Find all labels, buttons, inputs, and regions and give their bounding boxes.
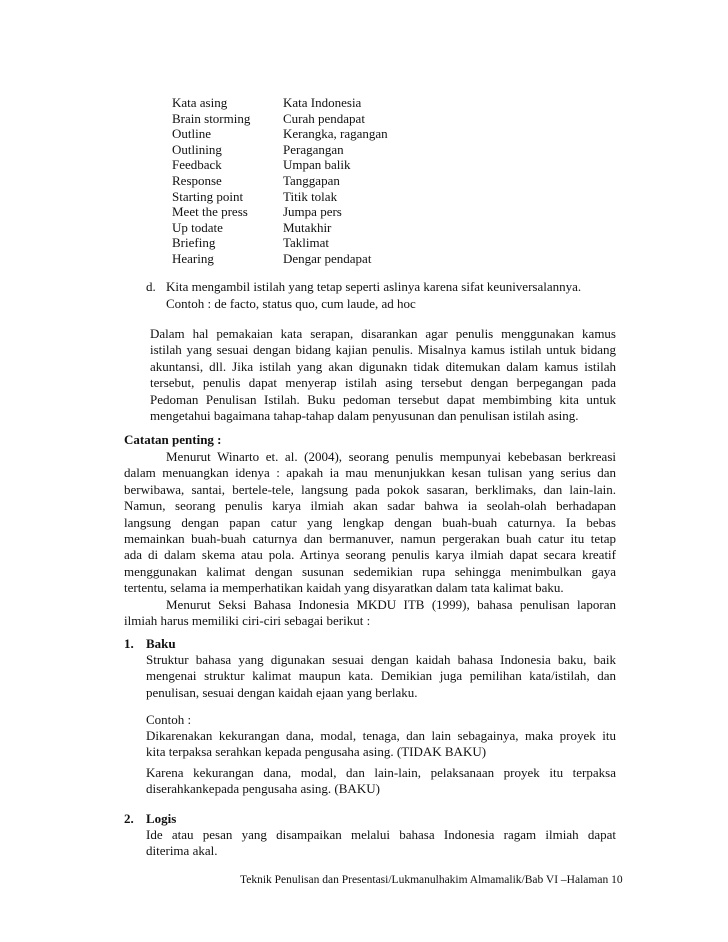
paragraph-line: diterima akal. (146, 843, 218, 859)
term-row (172, 126, 483, 142)
paragraph-line: mengenai struktur kalimat maupun kata. Demikian juga pemilihan kata/istilah, dan (146, 668, 616, 684)
paragraph-line: Struktur bahasa yang digunakan sesuai dengan kaidah bahasa Indonesia baku, baik (146, 652, 616, 667)
paragraph-line: Ide atau pesan yang disampaikan melalui bahasa Indonesia ragam ilmiah dapat (146, 827, 616, 842)
baku-contoh-label: Contoh : (146, 712, 192, 727)
logis-title: Logis (146, 811, 177, 826)
term-row (172, 235, 483, 251)
baku-example-standard (146, 765, 616, 798)
term-indonesian: Peragangan (283, 141, 344, 157)
term-row (172, 142, 483, 158)
paragraph-line: berwibawa, santai, bertele-tele, langsung pada pokok sasaran, berklimaks, dan lain-lain. (124, 481, 616, 497)
term-indonesian: Tanggapan (283, 172, 340, 188)
term-row (172, 111, 483, 127)
term-row (172, 157, 483, 173)
term-indonesian: Mutakhir (283, 219, 332, 235)
term-indonesian: Dengar pendapat (283, 250, 372, 266)
item-d-example: Contoh : de facto, status quo, cum laude, ad hoc (166, 296, 416, 311)
term-indonesian: Jumpa pers (283, 204, 342, 220)
term-row (172, 251, 483, 267)
paragraph-line: dalam menuangkan idenya : apakah ia mau menunjukkan kesan tulisan yang serius dan (124, 465, 616, 481)
paragraph-line: Namun, seorang penulis karya ilmiah akan sadar bahwa ia seolah-olah berhadapan (124, 498, 616, 514)
paragraph-line: kita terpaksa serahkan kepada pengusaha asing. (TIDAK BAKU) (146, 744, 487, 760)
serapan-paragraph (150, 326, 616, 424)
term-row (172, 95, 483, 111)
term-row (172, 220, 483, 236)
paragraph-line: tertentu, selama ia memperhatikan kaidah yang disyaratkan dalam tata kalimat baku. (124, 580, 564, 596)
paragraph-line: Pedoman Penulisan Istilah. Buku pedoman tersebut dapat membimbing kita untuk (150, 391, 616, 407)
paragraph-line: menggunakan kalimat dengan susunan sedemikian rupa sehingga menimbulkan gaya (124, 563, 616, 579)
paragraph-line: akuntansi, dll. Jika istilah yang akan digunakn tidak ditemukan dalam kamus istilah (150, 358, 616, 374)
term-foreign: Hearing (172, 250, 214, 266)
paragraph-line: ilmiah harus memiliki ciri-ciri sebagai berikut : (124, 612, 371, 628)
paragraph-line: Dikarenakan kekurangan dana, modal, tenaga, dan lain sebagainya, maka proyek itu (146, 728, 616, 743)
term-foreign: Brain storming (172, 110, 251, 126)
paragraph-line: Menurut Winarto et. al. (2004), seorang penulis mempunyai kebebasan berkreasi (166, 449, 616, 464)
term-row (172, 173, 483, 189)
page-footer: Teknik Penulisan dan Presentasi/Lukmanulhakim Almamalik/Bab VI –Halaman 10 (240, 874, 623, 886)
paragraph-line: penulisan, sesuai dengan kaidah ejaan yang berlaku. (146, 684, 418, 700)
item-d-text: Kita mengambil istilah yang tetap seperti aslinya karena sifat keuniversalannya. (166, 279, 582, 294)
catatan-paragraph (124, 449, 616, 629)
paragraph-line: Menurut Seksi Bahasa Indonesia MKDU ITB (1999), bahasa penulisan laporan (166, 596, 616, 612)
baku-example-nonstandard (146, 728, 616, 761)
item-d-marker: d. (146, 279, 156, 294)
term-foreign: Kata asing (172, 95, 228, 110)
term-indonesian: Curah pendapat (283, 110, 365, 126)
term-foreign: Meet the press (172, 204, 248, 220)
paragraph-line: mengetahui bagaimana tahap-tahap dalam penyusunan dan penulisan istilah asing. (150, 407, 579, 423)
term-foreign: Up todate (172, 219, 223, 235)
paragraph-line: langsung dengan papan catur yang lengkap dengan buah-buah caturnya. Ia bebas (124, 514, 616, 530)
logis-number: 2. (124, 811, 134, 826)
baku-description (146, 652, 616, 701)
paragraph-line: ada di dalam skema atau pola. Artinya seorang penulis karya ilmiah dapat secara kreatif (124, 547, 616, 563)
term-indonesian: Taklimat (283, 235, 330, 251)
term-foreign: Feedback (172, 157, 222, 173)
paragraph-line: istilah yang sesuai dengan bidang kajian penulis. Misalnya kamus istilah untuk bidang (150, 342, 616, 358)
term-indonesian: Kerangka, ragangan (283, 126, 388, 142)
paragraph-line: Karena kekurangan dana, modal, dan lain-lain, pelaksanaan proyek itu terpaksa (146, 765, 616, 780)
logis-description (146, 827, 616, 860)
term-indonesian: Umpan balik (283, 157, 351, 173)
paragraph-line: memainkan buah-buah caturnya dan bermanuver, namun pergerakan buah catur itu tetap (124, 530, 616, 546)
paragraph-line: tersebut, penulis dapat menyerap istilah asing tersebut dengan berpegangan pada (150, 375, 616, 391)
baku-number: 1. (124, 636, 134, 651)
baku-title: Baku (146, 636, 176, 651)
term-foreign: Outlining (172, 141, 222, 157)
term-foreign: Outline (172, 126, 211, 142)
paragraph-line: diserahkankepada pengusaha asing. (BAKU) (146, 781, 380, 797)
paragraph-line: Dalam hal pemakaian kata serapan, disarankan agar penulis menggunakan kamus (150, 326, 616, 341)
term-table (172, 95, 483, 267)
term-foreign: Starting point (172, 188, 244, 204)
term-foreign: Response (172, 172, 222, 188)
term-row (172, 204, 483, 220)
term-row (172, 189, 483, 205)
term-indonesian: Titik tolak (283, 188, 338, 204)
term-foreign: Briefing (172, 235, 216, 251)
catatan-heading: Catatan penting : (124, 432, 222, 447)
term-indonesian: Kata Indonesia (283, 95, 362, 110)
